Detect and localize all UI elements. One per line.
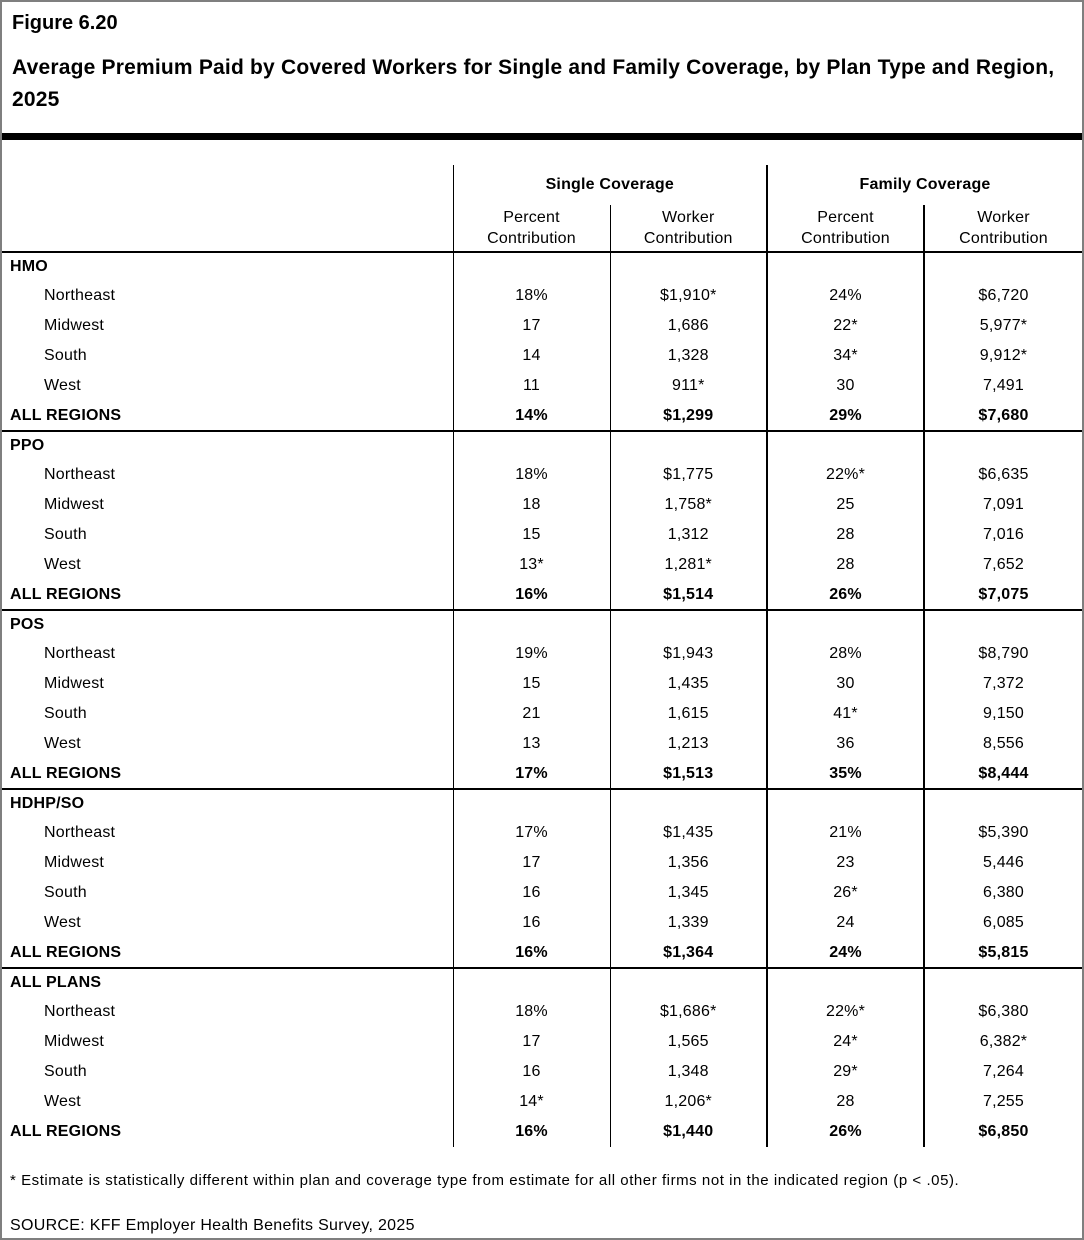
value-cell: 1,758*	[610, 490, 767, 520]
total-value-cell: 35%	[767, 759, 924, 789]
single-worker-contribution-header	[610, 205, 767, 252]
table-head	[2, 165, 1082, 252]
total-value-cell: $1,514	[610, 580, 767, 610]
value-cell: 16	[453, 1057, 610, 1087]
total-value-cell: 24%	[767, 938, 924, 968]
section-name: POS	[2, 610, 453, 639]
value-cell: $6,380	[978, 1003, 1029, 1020]
all-regions-row	[2, 759, 1082, 789]
region-row	[2, 550, 1082, 580]
section-header-row	[2, 431, 1082, 460]
all-regions-label: ALL REGIONS	[2, 938, 453, 968]
value-cell: 17	[453, 311, 610, 341]
region-row	[2, 1087, 1082, 1117]
section-header-row	[2, 789, 1082, 818]
value-cell: $1,775	[610, 460, 767, 490]
region-row	[2, 878, 1082, 908]
value-cell: 1,615	[610, 699, 767, 729]
value-cell: 17%	[453, 818, 610, 848]
value-cell: 34*	[767, 341, 924, 371]
page-title: Average Premium Paid by Covered Workers for Single and Family Coverage, by Plan Type and Region, 2025	[12, 56, 1055, 111]
value-cell: 15	[453, 669, 610, 699]
header-line: Percent	[817, 209, 874, 226]
header-line: Contribution	[643, 230, 733, 247]
region-row	[2, 908, 1082, 938]
header-line: Percent	[503, 209, 560, 226]
region-row	[2, 639, 1082, 669]
total-value-cell: $6,850	[978, 1123, 1029, 1140]
value-cell: 9,912*	[979, 347, 1028, 364]
all-regions-label: ALL REGIONS	[2, 401, 453, 431]
total-value-cell: $1,299	[610, 401, 767, 431]
empty-cell	[924, 789, 1082, 818]
value-cell: 25	[767, 490, 924, 520]
value-cell: 5,977*	[979, 317, 1028, 334]
value-cell: 24%	[767, 281, 924, 311]
value-cell: 28%	[767, 639, 924, 669]
all-regions-label: ALL REGIONS	[2, 580, 453, 610]
total-value-cell: $8,444	[978, 764, 1029, 782]
header-line: Worker	[977, 209, 1030, 226]
total-value-cell: 16%	[453, 1117, 610, 1147]
total-value-cell: $5,815	[978, 943, 1029, 961]
value-cell: 22%*	[767, 460, 924, 490]
empty-corner-cell	[2, 205, 453, 252]
figure-label: Figure 6.20	[12, 12, 118, 34]
single-coverage-header: Single Coverage	[453, 165, 767, 205]
region-label: West	[2, 550, 453, 580]
value-cell: 16	[453, 878, 610, 908]
region-row	[2, 311, 1082, 341]
empty-cell	[610, 610, 767, 639]
family-percent-contribution-header	[767, 205, 924, 252]
value-cell: 6,382*	[979, 1033, 1028, 1050]
value-cell: 22%*	[767, 997, 924, 1027]
empty-cell	[924, 610, 1082, 639]
empty-cell	[767, 968, 924, 997]
value-cell: 1,686	[610, 311, 767, 341]
region-label: South	[2, 878, 453, 908]
value-cell: 7,372	[982, 675, 1025, 692]
value-cell: 28	[767, 1087, 924, 1117]
total-value-cell: 17%	[453, 759, 610, 789]
region-row	[2, 281, 1082, 311]
all-regions-row	[2, 580, 1082, 610]
group-header-row	[2, 165, 1082, 205]
value-cell: 7,091	[982, 496, 1025, 513]
empty-cell	[924, 252, 1082, 281]
total-value-cell: $7,075	[978, 585, 1029, 603]
value-cell: $6,720	[978, 287, 1029, 304]
total-value-cell: 26%	[767, 580, 924, 610]
table-body	[2, 252, 1082, 1147]
value-cell: 7,016	[982, 526, 1025, 543]
empty-cell	[453, 431, 610, 460]
value-cell: 14*	[453, 1087, 610, 1117]
empty-cell	[767, 431, 924, 460]
value-cell: 1,345	[610, 878, 767, 908]
empty-cell	[610, 789, 767, 818]
value-cell: 1,312	[610, 520, 767, 550]
value-cell: $5,390	[978, 824, 1029, 841]
section-header-row	[2, 252, 1082, 281]
region-label: West	[2, 908, 453, 938]
value-cell: 21	[453, 699, 610, 729]
value-cell: 1,435	[610, 669, 767, 699]
header-line: Worker	[662, 209, 715, 226]
value-cell: $1,943	[610, 639, 767, 669]
region-label: Northeast	[2, 281, 453, 311]
region-row	[2, 818, 1082, 848]
value-cell: 5,446	[982, 854, 1025, 871]
region-label: West	[2, 371, 453, 401]
value-cell: 30	[767, 371, 924, 401]
empty-cell	[610, 968, 767, 997]
empty-corner-cell	[2, 165, 453, 205]
all-regions-row	[2, 1117, 1082, 1147]
region-label: Midwest	[2, 669, 453, 699]
region-label: Northeast	[2, 997, 453, 1027]
empty-cell	[453, 610, 610, 639]
value-cell: $8,790	[978, 645, 1029, 662]
empty-cell	[610, 431, 767, 460]
value-cell: 1,328	[610, 341, 767, 371]
value-cell: 7,255	[982, 1093, 1025, 1110]
empty-cell	[924, 431, 1082, 460]
value-cell: $1,686*	[610, 997, 767, 1027]
value-cell: 28	[767, 550, 924, 580]
header-line: Contribution	[487, 230, 576, 247]
region-label: Midwest	[2, 1027, 453, 1057]
region-label: Midwest	[2, 311, 453, 341]
region-row	[2, 669, 1082, 699]
region-row	[2, 371, 1082, 401]
sub-header-row	[2, 205, 1082, 252]
title-block	[2, 2, 1082, 116]
value-cell: 7,491	[982, 377, 1025, 394]
value-cell: 11	[453, 371, 610, 401]
value-cell: 24*	[767, 1027, 924, 1057]
value-cell: 13*	[453, 550, 610, 580]
value-cell: 7,264	[982, 1063, 1025, 1080]
section-header-row	[2, 610, 1082, 639]
header-line: Contribution	[801, 230, 890, 247]
empty-cell	[453, 252, 610, 281]
value-cell: $6,635	[978, 466, 1029, 483]
value-cell: 8,556	[982, 735, 1025, 752]
region-label: Northeast	[2, 818, 453, 848]
total-value-cell: 16%	[453, 938, 610, 968]
all-regions-row	[2, 401, 1082, 431]
family-worker-contribution-header	[924, 205, 1082, 252]
value-cell: 18%	[453, 460, 610, 490]
region-row	[2, 341, 1082, 371]
region-row	[2, 1057, 1082, 1087]
total-value-cell: 14%	[453, 401, 610, 431]
value-cell: 13	[453, 729, 610, 759]
value-cell: 26*	[767, 878, 924, 908]
value-cell: 7,652	[982, 556, 1025, 573]
footnote: * Estimate is statistically different within plan and coverage type from estimate for all other firms not in the indicated region (p < .05).	[10, 1172, 960, 1189]
value-cell: 18%	[453, 281, 610, 311]
value-cell: 14	[453, 341, 610, 371]
section-name: PPO	[2, 431, 453, 460]
section-name: HMO	[2, 252, 453, 281]
value-cell: 1,213	[610, 729, 767, 759]
value-cell: 28	[767, 520, 924, 550]
section-name: ALL PLANS	[2, 968, 453, 997]
value-cell: 6,085	[982, 914, 1025, 931]
empty-cell	[453, 968, 610, 997]
source-line: SOURCE: KFF Employer Health Benefits Survey, 2025	[10, 1217, 415, 1234]
region-label: South	[2, 520, 453, 550]
region-label: Midwest	[2, 490, 453, 520]
empty-cell	[767, 610, 924, 639]
total-value-cell: 26%	[767, 1117, 924, 1147]
region-label: West	[2, 729, 453, 759]
empty-cell	[767, 789, 924, 818]
value-cell: 29*	[767, 1057, 924, 1087]
value-cell: 30	[767, 669, 924, 699]
region-row	[2, 997, 1082, 1027]
value-cell: 24	[767, 908, 924, 938]
value-cell: 9,150	[982, 705, 1025, 722]
section-name: HDHP/SO	[2, 789, 453, 818]
value-cell: 1,348	[610, 1057, 767, 1087]
value-cell: 23	[767, 848, 924, 878]
region-row	[2, 460, 1082, 490]
all-regions-label: ALL REGIONS	[2, 1117, 453, 1147]
region-row	[2, 848, 1082, 878]
single-percent-contribution-header	[453, 205, 610, 252]
value-cell: $1,435	[610, 818, 767, 848]
value-cell: 19%	[453, 639, 610, 669]
total-value-cell: 16%	[453, 580, 610, 610]
region-label: Northeast	[2, 639, 453, 669]
region-label: Midwest	[2, 848, 453, 878]
region-row	[2, 1027, 1082, 1057]
value-cell: 1,356	[610, 848, 767, 878]
region-label: West	[2, 1087, 453, 1117]
total-value-cell: $1,440	[610, 1117, 767, 1147]
total-value-cell: 29%	[767, 401, 924, 431]
total-value-cell: $7,680	[978, 406, 1029, 424]
region-row	[2, 699, 1082, 729]
value-cell: 41*	[767, 699, 924, 729]
value-cell: 18%	[453, 997, 610, 1027]
value-cell: 22*	[767, 311, 924, 341]
value-cell: 21%	[767, 818, 924, 848]
value-cell: 17	[453, 848, 610, 878]
region-label: South	[2, 341, 453, 371]
value-cell: 6,380	[982, 884, 1025, 901]
total-value-cell: $1,513	[610, 759, 767, 789]
header-line: Contribution	[959, 230, 1048, 247]
region-row	[2, 520, 1082, 550]
value-cell: 36	[767, 729, 924, 759]
section-header-row	[2, 968, 1082, 997]
value-cell: 15	[453, 520, 610, 550]
region-row	[2, 729, 1082, 759]
value-cell: 16	[453, 908, 610, 938]
empty-cell	[453, 789, 610, 818]
all-regions-row	[2, 938, 1082, 968]
region-label: Northeast	[2, 460, 453, 490]
region-label: South	[2, 1057, 453, 1087]
region-row	[2, 490, 1082, 520]
premium-table	[2, 165, 1082, 1147]
value-cell: 1,206*	[610, 1087, 767, 1117]
title-rule	[2, 133, 1082, 140]
total-value-cell: $1,364	[610, 938, 767, 968]
empty-cell	[610, 252, 767, 281]
value-cell: 1,281*	[610, 550, 767, 580]
value-cell: 911*	[610, 371, 767, 401]
value-cell: 17	[453, 1027, 610, 1057]
value-cell: 1,339	[610, 908, 767, 938]
region-label: South	[2, 699, 453, 729]
value-cell: $1,910*	[610, 281, 767, 311]
all-regions-label: ALL REGIONS	[2, 759, 453, 789]
empty-cell	[924, 968, 1082, 997]
empty-cell	[767, 252, 924, 281]
family-coverage-header: Family Coverage	[859, 176, 991, 193]
value-cell: 1,565	[610, 1027, 767, 1057]
value-cell: 18	[453, 490, 610, 520]
